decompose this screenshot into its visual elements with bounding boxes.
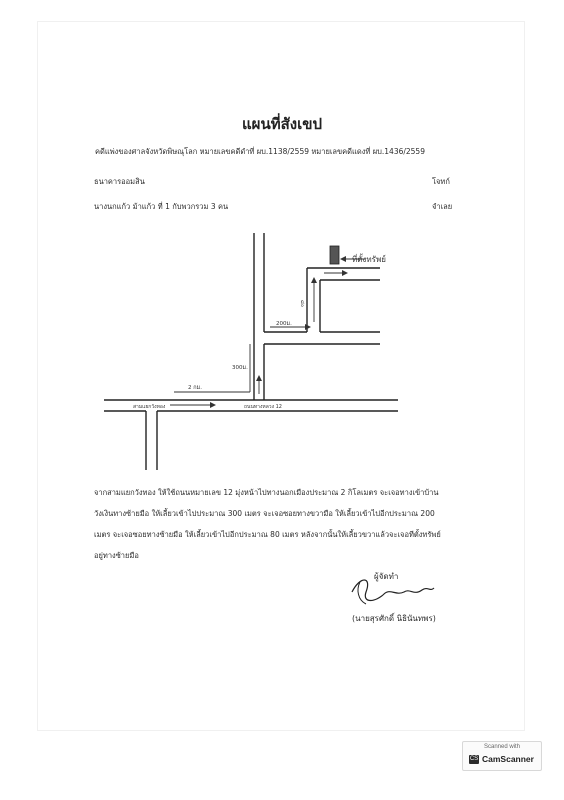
directions-line-4: อยู่ทางซ้ายมือ [94,551,139,560]
label-300m: 300ม. [232,365,248,371]
signer-name: (นายสุรศักดิ์ นิธินันทพร) [352,614,436,623]
arrowhead-soi [305,324,311,330]
plaintiff-name: ธนาคารออมสิน [94,177,145,186]
plaintiff-role: โจทก์ [432,177,450,186]
signer-heading: ผู้จัดทำ [374,572,399,581]
label-road-right: ถนนทางหลวง 12 [244,404,282,410]
arrowhead-lane [256,375,262,381]
arrowhead-highway [210,402,216,408]
label-200m: 200ม. [276,321,292,327]
directions-line-2: วังเงินทางซ้ายมือ ให้เลี้ยวเข้าไปประมาณ 300 เมตร จะเจอซอยทางขวามือ ให้เลี้ยวเข้าไปอีกประมาณ 200 [94,509,435,518]
arrowhead-final [342,270,348,276]
camscanner-logo-icon: CS [469,756,479,762]
defendant-role: จำเลย [432,202,453,211]
signature-scribble [352,580,434,601]
label-road-left: สามแยกวังทอง [133,404,166,410]
property-label: ที่ตั้งทรัพย์ [352,255,386,264]
scanner-caption: Scanned with [483,744,521,750]
directions-line-3: เมตร จะเจอซอยทางซ้ายมือ ให้เลี้ยวเข้าไปอีกประมาณ 80 เมตร หลังจากนั้นให้เลี้ยวขวาแล้วจะเจอทีตั้งทรัพย์ [94,530,441,539]
label-80m: ๘๐ [299,300,305,307]
arrowhead-small-soi [311,277,317,283]
defendant-name: นางนกแก้ว ม้าแก้ว ที่ 1 กับพวกรวม 3 คน [94,202,229,211]
signature-loop [358,582,366,604]
page-title: แผนที่สังเขป [242,115,322,133]
directions-paragraph [94,482,512,566]
scanner-app-name: CamScanner [482,754,534,764]
case-subtitle: คดีแพ่งของศาลจังหวัดพิษณุโลก หมายเลขคดีดำที่ ผบ.1138/2559 หมายเลขคดีแดงที่ ผบ.1436/2559 [95,147,425,156]
arrowhead-property [340,256,346,262]
property-marker-icon [330,246,339,264]
camscanner-badge [462,741,542,771]
directions-line-1: จากสามแยกวังทอง ให้ใช้ถนนหมายเลข 12 มุ่งหน้าไปทางนอกเมืองประมาณ 2 กิโลเมตร จะเจอทางเข้าบ้าน [94,488,439,497]
label-2km: 2 กม. [188,385,202,391]
